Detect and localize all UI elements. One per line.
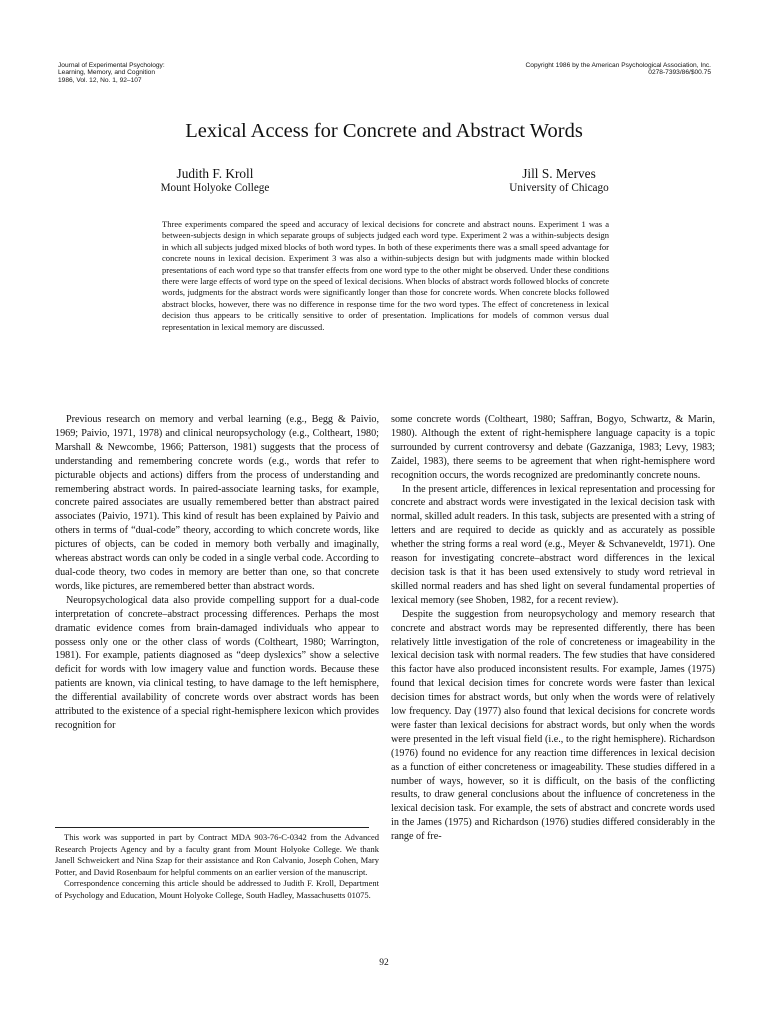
footnote-divider xyxy=(55,827,369,828)
body-paragraph: In the present article, differences in lexical representation and processing for concrete and abstract words were investigated in the lexical decision task with normal, skilled adult readers. In this task, subjects are presented with a string of letters and are required to decide as quickly and as accurately as possible whether the string forms a real word (e.g., Meyer & Schvaneveldt, 1971). One reason for investigating concrete–abstract word differences in the lexical decision task is that it has been used extensively to study word retrieval in skilled normal readers and has shed light on several fundamental properties of lexical memory (see Shoben, 1982, for a recent review). xyxy=(391,483,715,606)
body-paragraph: Neuropsychological data also provide compelling support for a dual-code interpretation of concrete–abstract processing differences. Perhaps the most dramatic evidence comes from brain-damaged individuals who appear to possess only one or the other class of words (Coltheart, 1980; Warrington, 1981). For example, patients diagnosed as “deep dyslexics” show a selective deficit for words with low imagery value and function words. Because these patients are known, via clinical testing, to have damage to the left hemisphere, the differential availability of concrete words over abstract words has been attributed to the existence of a special right-hemisphere lexicon which provides recognition for xyxy=(55,594,379,731)
author-name: Jill S. Merves xyxy=(522,166,596,181)
abstract: Three experiments compared the speed and accuracy of lexical decisions for concrete and abstract nouns. Experiment 1 was a between-subjects design in which separate groups of subjects judged each word type. Experiment 2 was a within-subjects design in which all subjects judged mixed blocks of both word types. In both of these experiments there was a small speed advantage for concrete nouns in lexical decision. Experiment 3 was also a within-subjects design but with judgments made within blocked presentations of each word type so that transfer effects from one word type to the other might be observed. Under these conditions there were large effects of word type on the speed of lexical decisions. When blocks of abstract words followed blocks of concrete words, judgments for the abstract words were significantly longer than those for concrete words. When concrete blocks followed abstract blocks, however, there was no difference in response time for the two word types. The effect of concreteness in lexical decision thus appears to be critically sensitive to order of presentation. Implications for models of common versus dual representation in lexical memory are discussed. xyxy=(162,219,609,332)
footnotes xyxy=(55,832,379,901)
footnote: Correspondence concerning this article should be addressed to Judith F. Kroll, Department of Psychology and Education, Mount Holyoke College, South Hadley, Massachusetts 01075. xyxy=(55,878,379,900)
body-column-left xyxy=(55,413,379,733)
copyright-line: 0278-7393/86/$00.75 xyxy=(648,69,711,77)
article-title: Lexical Access for Concrete and Abstract Words xyxy=(185,120,583,142)
body-paragraph: some concrete words (Coltheart, 1980; Saffran, Bogyo, Schwartz, & Marin, 1980). Although the extent of right-hemisphere language capacity is a topic surrounded by current controversy and debate (Gazzaniga, 1983; Levy, 1983; Zaidel, 1983), there seems to be agreement that when right-hemisphere word recognition occurs, the words recognized are predominantly concrete nouns. xyxy=(391,414,715,481)
author-block xyxy=(489,166,629,196)
author-affiliation: University of Chicago xyxy=(509,182,609,194)
journal-line: 1986, Vol. 12, No. 1, 92–107 xyxy=(58,76,142,84)
page-number: 92 xyxy=(379,958,389,968)
body-column-right xyxy=(391,413,715,844)
author-name: Judith F. Kroll xyxy=(176,166,254,181)
journal-line: Learning, Memory, and Cognition xyxy=(58,69,156,77)
copyright-notice xyxy=(526,62,711,77)
author-affiliation: Mount Holyoke College xyxy=(160,182,270,194)
footnote: This work was supported in part by Contract MDA 903-76-C-0342 from the Advanced Research Projects Agency and by a faculty grant from Mount Holyoke College. We thank Janell Schweickert and Nina Szap for their assistance and Ron Calvanio, Joseph Cohen, Mary Potter, and David Rosenbaum for helpful comments on an earlier version of the manuscript. xyxy=(55,832,379,877)
author-block xyxy=(140,166,290,196)
copyright-line: Copyright 1986 by the American Psychological Association, Inc. xyxy=(525,62,711,69)
body-paragraph: Previous research on memory and verbal learning (e.g., Begg & Paivio, 1969; Paivio, 1971, 1978) and clinical neuropsychology (e.g., Coltheart, 1980; Marshall & Newcombe, 1966; Patterson, 1981) suggests that the process of understanding and remembering concrete words (e.g., words that refer to picturable objects and actions) differs from the process of understanding and remembering abstract words. In paired-associate learning tasks, for example, concrete paired associates are usually remembered better than abstract paired associates (Paivio, 1971). This kind of result has been explained by Paivio and others in terms of “dual-code” theory, according to which concrete words, like pictures of objects, can be coded in memory both verbally and imaginally, whereas abstract words can only be coded in a single verbal code. According to dual-code theory, two codes in memory are better than one, so that concrete words, like pictures, are remembered better than abstract words. xyxy=(55,414,379,592)
body-paragraph: Despite the suggestion from neuropsychology and memory research that concrete and abstract words may be represented differently, there has been relatively little investigation of the role of concreteness or imageability in the lexical decision task with normal readers. The few studies that have considered this factor have also produced inconsistent results. For example, James (1975) found that lexical decision times for concrete words were faster than lexical decision times for abstract words, but only when the words were of relatively low frequency. Day (1977) also found that lexical decisions for concrete words were faster than lexical decisions for abstract words, but only when the words were presented in the left visual field (i.e., to the right hemisphere). Richardson (1976) found no evidence for any reaction time differences in lexical decision as a function of either concreteness or imageability. These studies differed in a number of ways, however, so it is difficult, on the basis of the conflicting results, to draw general conclusions about the influence of concreteness in the lexical decision task. For example, the sets of abstract and concrete words used in the James (1975) and Richardson (1976) studies differed considerably in the range of fre- xyxy=(391,608,715,843)
journal-line: Journal of Experimental Psychology: xyxy=(58,62,165,69)
journal-citation xyxy=(58,62,165,84)
